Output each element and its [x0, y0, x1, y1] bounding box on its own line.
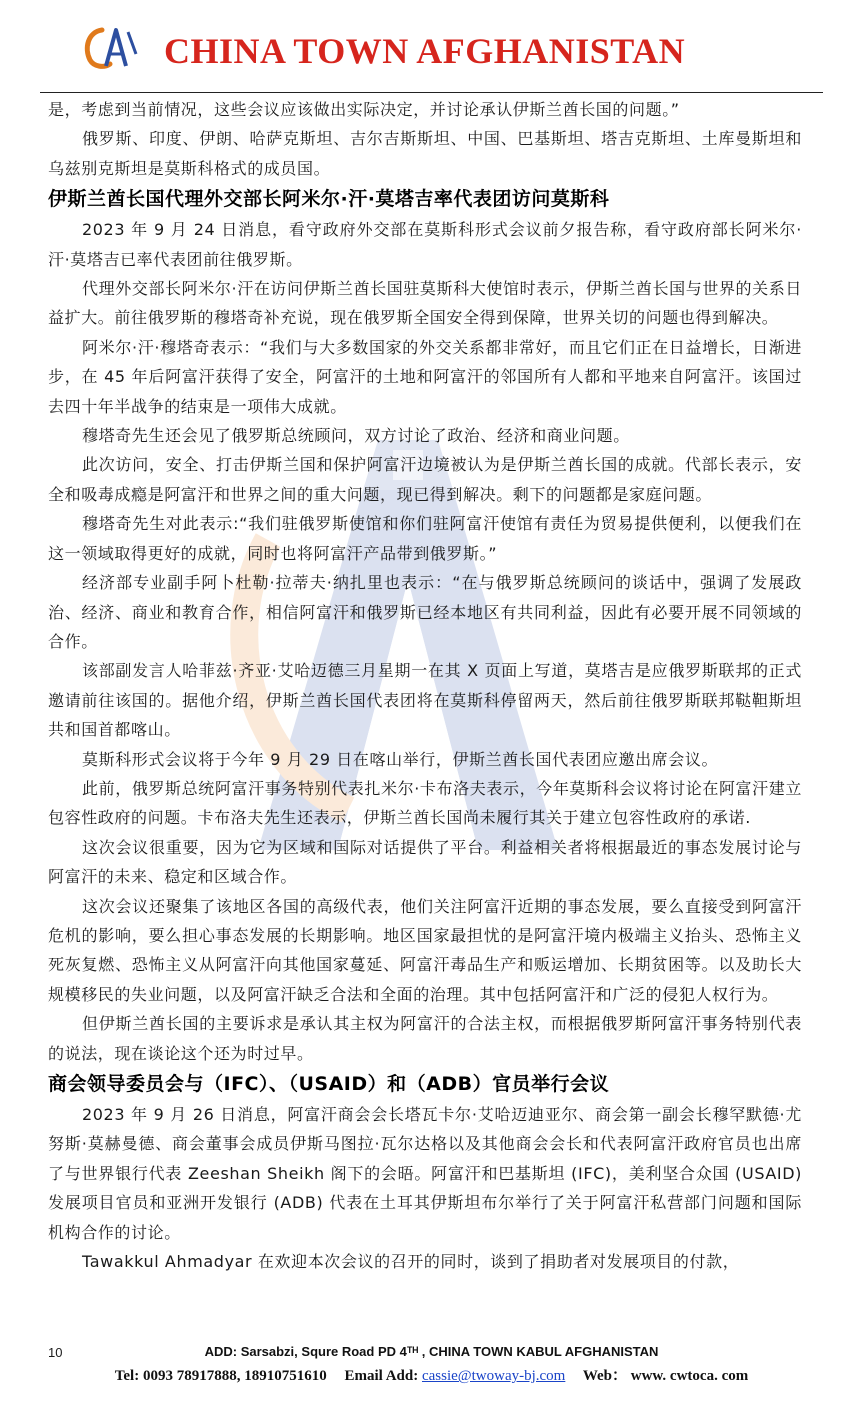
paragraph: Tawakkul Ahmadyar 在欢迎本次会议的召开的同时，谈到了捐助者对发展项目的付款，	[82, 1252, 740, 1272]
email-label: Email Add:	[344, 1368, 419, 1384]
footer-address: ADD: Sarsabzi, Squre Road PD 4ᵀᴴ , CHINA TOWN KABUL AFGHANISTAN	[204, 1344, 659, 1359]
paragraph: 2023 年 9 月 26 日消息，阿富汗商会会长塔瓦卡尔·艾哈迈迪亚尔、商会第一副会长穆罕默德·尤努斯·莫赫曼德、商会董事会成员伊斯马图拉·瓦尔达格以及其他商会会长和代表阿富汗政府官员也出席了与世界银行代表 Zeeshan Sheikh 阁下的会晤。阿富汗和巴基斯坦 (IFC)，美利坚合众国 (USAID) 发展项目官员和亚洲开发银行 (ADB) 代表在土耳其伊斯坦布尔举行了关于阿富汗私营部门问题和国际机构合作的讨论。	[48, 1105, 802, 1242]
section-heading: 伊斯兰酋长国代理外交部长阿米尔·汗·莫塔吉率代表团访问莫斯科	[48, 188, 610, 211]
footer-contact	[0, 1364, 863, 1385]
china-town-logo-icon	[80, 24, 140, 72]
paragraph: 该部副发言人哈菲兹·齐亚·艾哈迈德三月星期一在其 X 页面上写道，莫塔吉是应俄罗斯联邦的正式邀请前往该国的。据他介绍，伊斯兰酋长国代表团将在莫斯科停留两天，然后前往俄罗斯联邦鞑靼斯坦共和国首都喀山。	[48, 661, 802, 740]
header-divider	[40, 92, 823, 93]
web-value: www. cwtoca. com	[630, 1368, 749, 1384]
paragraph: 莫斯科形式会议将于今年 9 月 29 日在喀山举行，伊斯兰酋长国代表团应邀出席会议。	[82, 749, 719, 769]
brand-title: CHINA TOWN AFGHANISTAN	[164, 31, 686, 71]
web-label: Web：	[582, 1368, 628, 1384]
tel-label: Tel:	[114, 1368, 140, 1384]
page-header	[0, 0, 863, 94]
paragraph: 但伊斯兰酋长国的主要诉求是承认其主权为阿富汗的合法主权，而根据俄罗斯阿富汗事务特别代表的说法，现在谈论这个还为时过早。	[48, 1014, 802, 1063]
article-body	[48, 95, 802, 1276]
paragraph: 是，考虑到当前情况，这些会议应该做出实际决定，并讨论承认伊斯兰酋长国的问题。”	[48, 100, 680, 119]
paragraph: 代理外交部长阿米尔·汗在访问伊斯兰酋长国驻莫斯科大使馆时表示，伊斯兰酋长国与世界的关系日益扩大。前往俄罗斯的穆塔奇补充说，现在俄罗斯全国安全得到保障，世界关切的问题也得到解决。	[48, 279, 802, 328]
paragraph: 这次会议还聚集了该地区各国的高级代表，他们关注阿富汗近期的事态发展，要么直接受到阿富汗危机的影响，要么担心事态发展的长期影响。地区国家最担忧的是阿富汗境内极端主义抬头、恐怖主义死灰复燃、恐怖主义从阿富汗向其他国家蔓延、阿富汗毒品生产和贩运增加、长期贫困等。以及助长大规模移民的失业问题，以及阿富汗缺乏合法和全面的治理。其中包括阿富汗和广泛的侵犯人权行为。	[48, 896, 802, 1004]
paragraph: 俄罗斯、印度、伊朗、哈萨克斯坦、吉尔吉斯斯坦、中国、巴基斯坦、塔吉克斯坦、土库曼斯坦和乌兹别克斯坦是莫斯科格式的成员国。	[48, 129, 802, 178]
tel-value: 0093 78917888, 18910751610	[142, 1368, 327, 1384]
paragraph: 此前，俄罗斯总统阿富汗事务特别代表扎米尔·卡布洛夫表示，今年莫斯科会议将讨论在阿富汗建立包容性政府的问题。卡布洛夫先生还表示，伊斯兰酋长国尚未履行其关于建立包容性政府的承诺.	[48, 778, 802, 828]
paragraph: 阿米尔·汗·穆塔奇表示：“我们与大多数国家的外交关系都非常好，而且它们正在日益增长，日渐进步，在 45 年后阿富汗获得了安全，阿富汗的土地和阿富汗的邻国所有人都和平地来自阿富汗。该国过去四十年半战争的结束是一项伟大成就。	[48, 337, 802, 416]
section-heading: 商会领导委员会与（IFC）、（USAID）和（ADB）官员举行会议	[48, 1073, 610, 1095]
email-link[interactable]: cassie@twoway-bj.com	[421, 1368, 566, 1384]
paragraph: 此次访问，安全、打击伊斯兰国和保护阿富汗边境被认为是伊斯兰酋长国的成就。代部长表示，安全和吸毒成瘾是阿富汗和世界之间的重大问题，现已得到解决。剩下的问题都是家庭问题。	[48, 455, 802, 504]
paragraph: 经济部专业副手阿卜杜勒·拉蒂夫·纳扎里也表示：“在与俄罗斯总统顾问的谈话中，强调了发展政治、经济、商业和教育合作，相信阿富汗和俄罗斯已经本地区有共同利益，因此有必要开展不同领域的合作。	[48, 573, 802, 651]
paragraph: 穆塔奇先生对此表示:“我们驻俄罗斯使馆和你们驻阿富汗使馆有责任为贸易提供便利，以便我们在这一领域取得更好的成就，同时也将阿富汗产品带到俄罗斯。”	[48, 514, 802, 563]
paragraph: 这次会议很重要，因为它为区域和国际对话提供了平台。利益相关者将根据最近的事态发展讨论与阿富汗的未来、稳定和区域合作。	[48, 837, 802, 887]
paragraph: 2023 年 9 月 24 日消息，看守政府外交部在莫斯科形式会议前夕报告称，看守政府部长阿米尔·汗·莫塔吉已率代表团前往俄罗斯。	[48, 220, 802, 269]
page-number: 10	[48, 1345, 63, 1360]
paragraph: 穆塔奇先生还会见了俄罗斯总统顾问，双方讨论了政治、经济和商业问题。	[82, 426, 630, 446]
